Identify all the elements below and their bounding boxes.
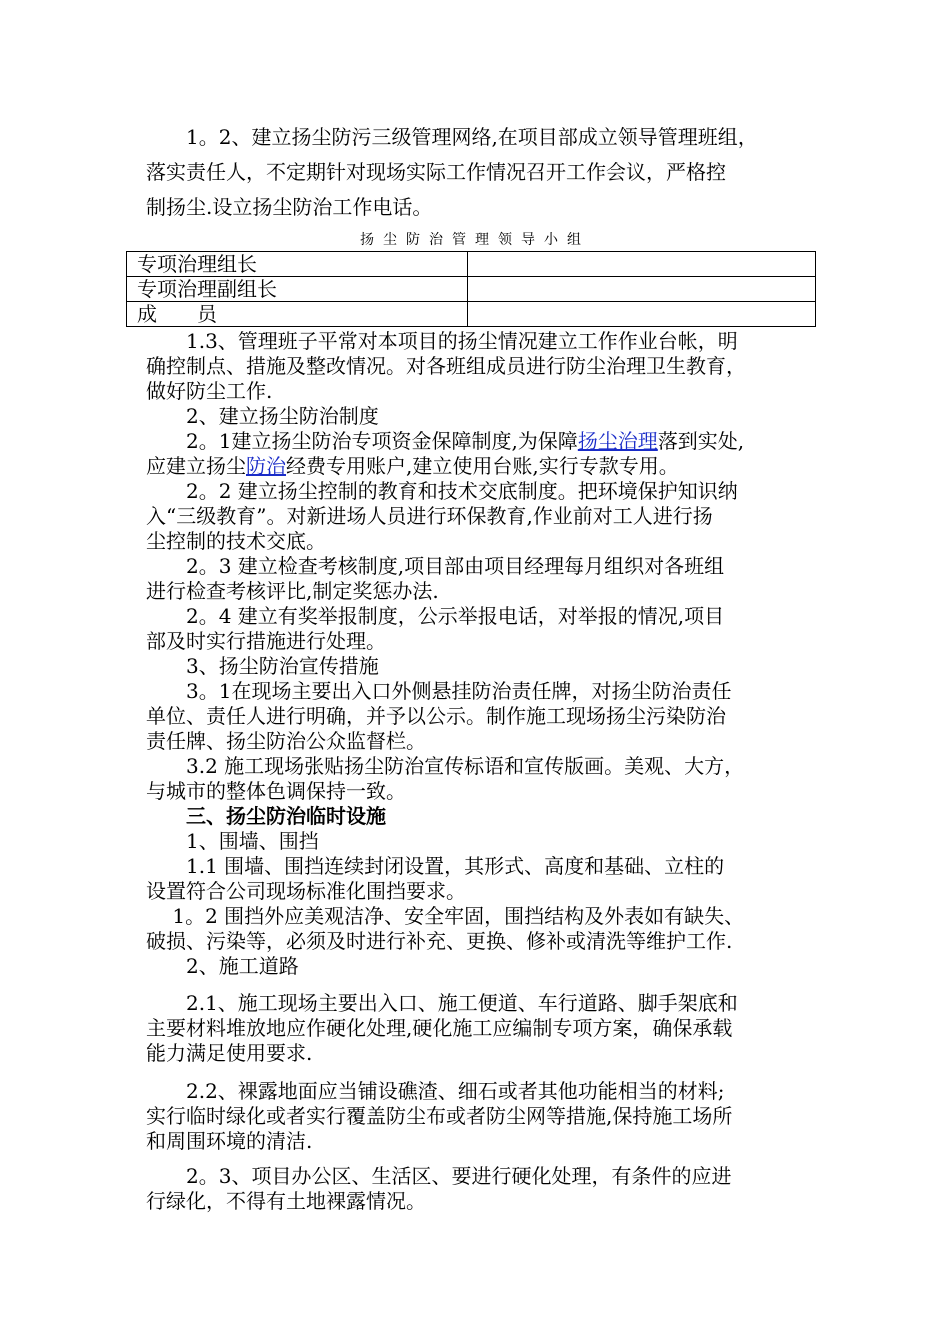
paragraph-2-1 xyxy=(146,429,826,479)
paragraph-3-2 xyxy=(146,754,826,804)
text-line: 2。2 建立扬尘控制的教育和技术交底制度。把环境保护知识纳 xyxy=(146,479,738,503)
leadership-table xyxy=(126,251,816,327)
text-line: 1.3、管理班子平常对本项目的扬尘情况建立工作作业台帐，明 xyxy=(146,329,738,353)
table-cell-role: 成 员 xyxy=(127,302,468,327)
paragraph-road-1 xyxy=(146,991,826,1066)
text-line: 落实责任人，不定期针对现场实际工作情况召开工作会议，严格控 xyxy=(146,160,726,184)
paragraph-2-3 xyxy=(146,554,826,604)
table-row xyxy=(127,277,816,302)
table-cell-role: 专项治理副组长 xyxy=(127,277,468,302)
text-line: 1.1 围墙、围挡连续封闭设置，其形式、高度和基础、立柱的 xyxy=(146,854,725,878)
text-line: 2。3、项目办公区、生活区、要进行硬化处理，有条件的应进 xyxy=(146,1164,732,1188)
text-line: 责任牌、扬尘防治公众监督栏。 xyxy=(146,729,426,753)
text-line: 3.2 施工现场张贴扬尘防治宣传标语和宣传版画。美观、大方， xyxy=(146,754,745,778)
text-line: 和周围环境的清洁. xyxy=(146,1129,313,1153)
paragraph-wall-2 xyxy=(146,904,826,954)
text-line: 单位、责任人进行明确，并予以公示。制作施工现场扬尘污染防治 xyxy=(146,704,726,728)
text-line: 1。2 围挡外应美观洁净、安全牢固，围挡结构及外表如有缺失、 xyxy=(146,904,745,928)
text-line: 实行临时绿化或者实行覆盖防尘布或者防尘网等措施,保持施工场所 xyxy=(146,1104,733,1128)
paragraph-wall-1 xyxy=(146,854,826,904)
text-line: 制扬尘.设立扬尘防治工作电话。 xyxy=(146,195,433,219)
heading-2: 2、建立扬尘防治制度 xyxy=(146,404,379,428)
text-line: 尘控制的技术交底。 xyxy=(146,529,326,553)
heading-wall: 1、围墙、围挡 xyxy=(146,829,319,853)
table-cell-name xyxy=(468,277,816,302)
paragraph-1-3 xyxy=(146,329,826,404)
text-line: 与城市的整体色调保持一致。 xyxy=(146,779,406,803)
table-caption: 扬尘防治管理领导小组 xyxy=(360,232,590,248)
paragraph-road-3 xyxy=(146,1164,826,1214)
paragraph-road-2 xyxy=(146,1079,826,1154)
text-line xyxy=(146,429,826,454)
text-line: 行绿化，不得有土地裸露情况。 xyxy=(146,1189,426,1213)
text-line: 3。1在现场主要出入口外侧悬挂防治责任牌，对扬尘防治责任 xyxy=(146,679,732,703)
text-fragment: 落到实处, xyxy=(657,429,745,453)
heading-3: 3、扬尘防治宣传措施 xyxy=(146,654,379,678)
text-line: 主要材料堆放地应作硬化处理,硬化施工应编制专项方案，确保承载 xyxy=(146,1016,733,1040)
text-line: 设置符合公司现场标准化围挡要求。 xyxy=(146,879,466,903)
text-line: 破损、污染等，必须及时进行补充、更换、修补或清洗等维护工作. xyxy=(146,929,733,953)
text-line: 进行检查考核评比,制定奖惩办法. xyxy=(146,579,439,603)
heading-road: 2、施工道路 xyxy=(146,954,299,978)
text-line: 确控制点、措施及整改情况。对各班组成员进行防尘治理卫生教育， xyxy=(146,354,746,378)
text-fragment: 经费专用账户,建立使用台账,实行专款专用。 xyxy=(286,454,679,478)
table-cell-name xyxy=(468,252,816,277)
text-line: 2。3 建立检查考核制度,项目部由项目经理每月组织对各班组 xyxy=(146,554,725,578)
text-line xyxy=(146,454,826,479)
text-line: 部及时实行措施进行处理。 xyxy=(146,629,386,653)
paragraph-3-1 xyxy=(146,679,826,754)
text-fragment: 应建立扬尘 xyxy=(146,454,246,478)
text-line: 2.1、施工现场主要出入口、施工便道、车行道路、脚手架底和 xyxy=(146,991,738,1015)
paragraph-2-4 xyxy=(146,604,826,654)
table-row xyxy=(127,252,816,277)
text-line: 2。4 建立有奖举报制度，公示举报电话，对举报的情况,项目 xyxy=(146,604,725,628)
link-prevention[interactable]: 防治 xyxy=(246,454,286,478)
text-line: 入“三级教育”。对新进场人员进行环保教育,作业前对工人进行扬 xyxy=(146,504,713,528)
table-cell-name xyxy=(468,302,816,327)
text-line: 1。2、建立扬尘防污三级管理网络,在项目部成立领导管理班组， xyxy=(146,125,758,149)
text-line: 2.2、裸露地面应当铺设礁渣、细石或者其他功能相当的材料; xyxy=(146,1079,725,1103)
paragraph-1-2 xyxy=(146,120,826,225)
section-heading-temporary-facilities: 三、扬尘防治临时设施 xyxy=(146,804,386,828)
table-cell-role: 专项治理组长 xyxy=(127,252,468,277)
text-line: 能力满足使用要求. xyxy=(146,1041,313,1065)
link-dust-control[interactable]: 扬尘治理 xyxy=(577,429,658,453)
text-fragment: 2。1建立扬尘防治专项资金保障制度,为保障 xyxy=(146,429,578,453)
table-row xyxy=(127,302,816,327)
paragraph-2-2 xyxy=(146,479,826,554)
text-line: 做好防尘工作. xyxy=(146,379,273,403)
